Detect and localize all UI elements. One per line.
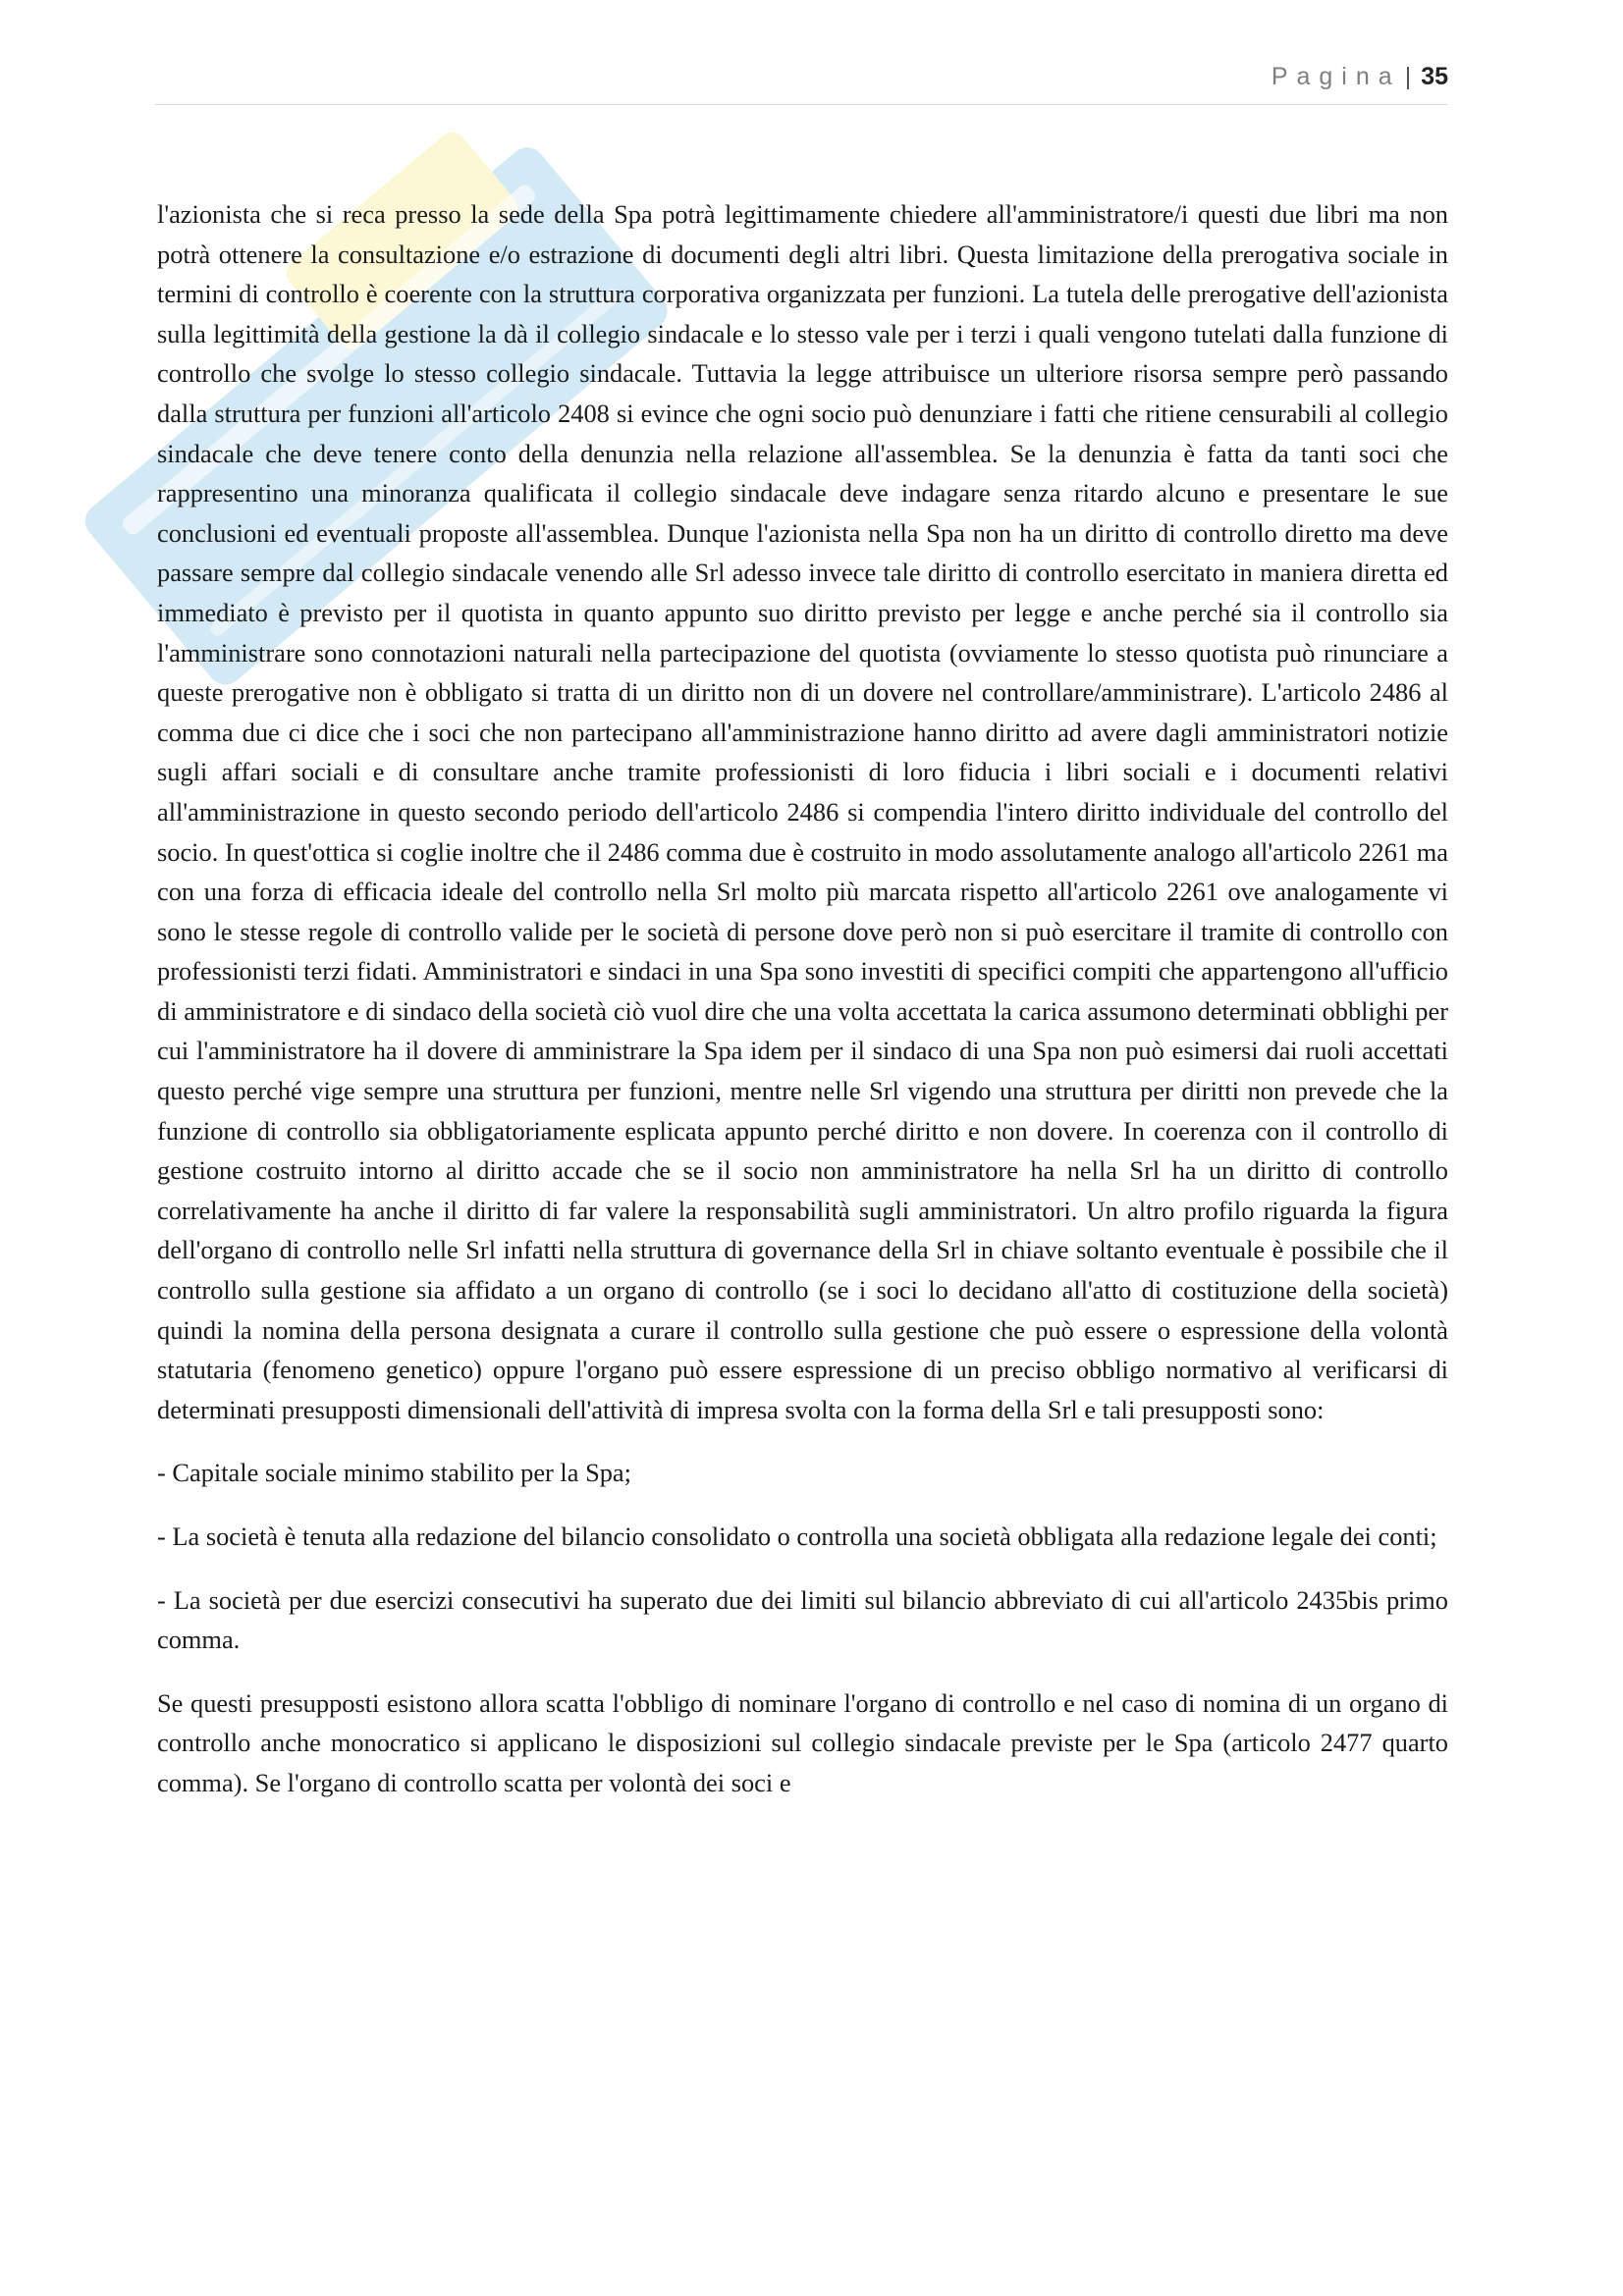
list-item-esercizi-consecutivi: - La società per due esercizi consecutivi ha superato due dei limiti sul bilancio abbreviato di cui all'articolo 2435bis primo comma.	[157, 1584, 1448, 1655]
page-label: Pagina	[1271, 63, 1401, 90]
page-number-block	[1271, 63, 1448, 91]
page-separator: |	[1404, 63, 1412, 90]
paragraph-main: l'azionista che si reca presso la sede della Spa potrà legittimamente chiedere all'amministratore/i questi due libri ma non potrà ottenere la consultazione e/o estrazione di documenti degli altri libri. Questa limitazione della prerogativa sociale in termini di controllo è coerente con la struttura corporativa organizzata per funzioni. La tutela delle prerogative dell'azionista sulla legittimità della gestione la dà il collegio sindacale e lo stesso vale per i terzi i quali vengono tutelati dalla funzione di controllo che svolge lo stesso collegio sindacale. Tuttavia la legge attribuisce un ulteriore risorsa sempre però passando dalla struttura per funzioni all'articolo 2408 si evince che ogni socio può denunziare i fatti che ritiene censurabili al collegio sindacale che deve tenere conto della denunzia nella relazione all'assemblea. Se la denunzia è fatta da tanti soci che rappresentino una minoranza qualificata il collegio sindacale deve indagare senza ritardo alcuno e presentare le sue conclusioni ed eventuali proposte all'assemblea. Dunque l'azionista nella Spa non ha un diritto di controllo diretto ma deve passare sempre dal collegio sindacale venendo alle Srl adesso invece tale diritto di controllo esercitato in maniera diretta ed immediato è previsto per il quotista in quanto appunto suo diritto previsto per legge e anche perché sia il controllo sia l'amministrare sono connotazioni naturali nella partecipazione del quotista (ovviamente lo stesso quotista può rinunciare a queste prerogative non è obbligato si tratta di un diritto non di un dovere nel controllare/amministrare). L'articolo 2486 al comma due ci dice che i soci che non partecipano all'amministrazione hanno diritto ad avere dagli amministratori notizie sugli affari sociali e di consultare anche tramite professionisti di loro fiducia i libri sociali e i documenti relativi all'amministrazione in questo secondo periodo dell'articolo 2486 si compendia l'intero diritto individuale del controllo del socio. In quest'ottica si coglie inoltre che il 2486 comma due è costruito in modo assolutamente analogo all'articolo 2261 ma con una forza di efficacia ideale del controllo nella Srl molto più marcata rispetto all'articolo 2261 ove analogamente vi sono le stesse regole di controllo valide per le società di persone dove però non si può esercitare il tramite di controllo con professionisti terzi fidati. Amministratori e sindaci in una Spa sono investiti di specifici compiti che appartengono all'ufficio di amministratore e di sindaco della società ciò vuol dire che una volta accettata la carica assumono determinati obblighi per cui l'amministratore ha il dovere di amministrare la Spa idem per il sindaco di una Spa non può esimersi dai ruoli accettati questo perché vige sempre una struttura per funzioni, mentre nelle Srl vigendo una struttura per diritti non prevede che la funzione di controllo sia obbligatoriamente esplicata appunto perché diritto e non dovere. In coerenza con il controllo di gestione costruito intorno al diritto accade che se il socio non amministratore ha nella Srl ha un diritto di controllo correlativamente ha anche il diritto di far valere la responsabilità sugli amministratori. Un altro profilo riguarda la figura dell'organo di controllo nelle Srl infatti nella struttura di governance della Srl in chiave soltanto eventuale è possibile che il controllo sulla gestione sia affidato a un organo di controllo (se i soci lo decidano all'atto di costituzione della società) quindi la nomina della persona designata a curare il controllo sulla gestione che può essere o espressione della volontà statutaria (fenomeno genetico) oppure l'organo può essere espressione di un preciso obbligo normativo al verificarsi di determinati presupposti dimensionali dell'attività di impresa svolta con la forma della Srl e tali presupposti sono:	[157, 199, 1448, 1424]
list-item-capitale: - Capitale sociale minimo stabilito per la Spa;	[157, 1458, 631, 1488]
paragraph-closing: Se questi presupposti esistono allora scatta l'obbligo di nominare l'organo di controllo e nel caso di nomina di un organo di controllo anche monocratico si applicano le disposizioni sul collegio sindacale previste per le Spa (articolo 2477 quarto comma). Se l'organo di controllo scatta per volontà dei soci e	[157, 1687, 1448, 1797]
page-number: 35	[1421, 63, 1448, 90]
body-text	[157, 194, 1448, 1827]
page-header	[154, 61, 1448, 105]
list-item-bilancio-consolidato: - La società è tenuta alla redazione del bilancio consolidato o controlla una società obbligata alla redazione legale dei conti;	[157, 1522, 1437, 1551]
